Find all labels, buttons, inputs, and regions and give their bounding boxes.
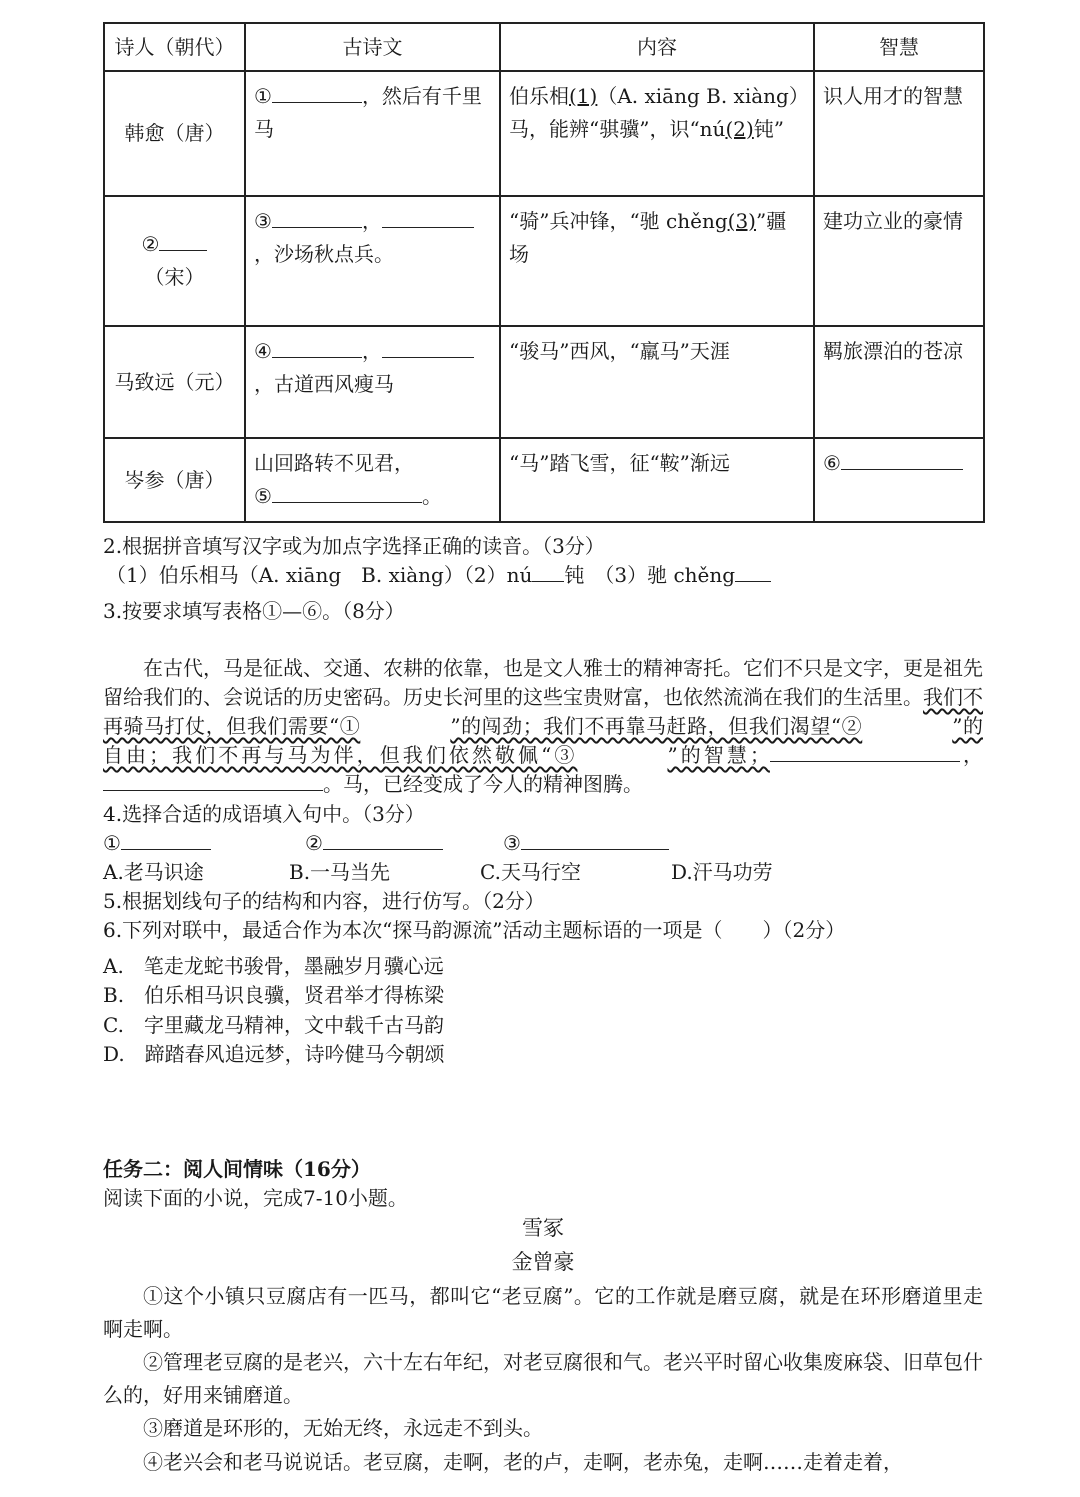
row3-poem bbox=[245, 326, 500, 438]
blank-6[interactable] bbox=[841, 449, 963, 470]
question-6: 6.下列对联中，最适合作为本次“探马韵源流”活动主题标语的一项是（ ）（2分） bbox=[103, 918, 846, 942]
question-4: 4.选择合适的成语填入句中。（3分） bbox=[103, 802, 425, 826]
question-2: 2.根据拼音填写汉字或为加点字选择正确的读音。（3分） bbox=[103, 534, 605, 558]
row3-content: “骏马”西风，“羸马”天涯 bbox=[500, 326, 814, 438]
row2-poet-prefix: ② bbox=[141, 232, 160, 256]
row2-content bbox=[500, 196, 814, 326]
row4-poem-b-prefix: ⑤ bbox=[254, 484, 272, 508]
q4-blank-2-label: ② bbox=[305, 831, 323, 855]
row2-content-c: ”疆场 bbox=[509, 209, 787, 266]
story-paragraph-1: ①这个小镇只豆腐店有一匹马，都叫它“老豆腐”。它的工作就是磨豆腐，就是在环形磨道里走啊走啊。 bbox=[103, 1284, 983, 1341]
row1-content-a: 伯乐相 bbox=[509, 84, 569, 108]
header-poet: 诗人（朝代） bbox=[104, 23, 245, 71]
row1-poem-suffix: ，然后有千里马 bbox=[254, 84, 482, 141]
row2-content-a: “骑”兵冲锋，“驰 chěng bbox=[509, 209, 728, 233]
q6-option-a[interactable]: A. 笔走龙蛇书骏骨，墨融岁月骥心远 bbox=[103, 954, 444, 978]
q4-blank-1[interactable] bbox=[103, 829, 211, 857]
q4-option-b[interactable]: B.一马当先 bbox=[289, 860, 391, 884]
blank-1[interactable] bbox=[272, 82, 362, 103]
table-row bbox=[104, 71, 984, 196]
row3-poem-mid: ， bbox=[361, 339, 382, 363]
blank-p1[interactable] bbox=[360, 713, 450, 733]
row2-poet bbox=[104, 196, 245, 326]
story-paragraph-4: ④老兴会和老马说说话。老豆腐，走啊，老的卢，走啊，老赤兔，走啊……走着走着， bbox=[143, 1450, 903, 1474]
blank-p3[interactable] bbox=[577, 742, 667, 762]
story-author: 金曾豪 bbox=[511, 1250, 575, 1274]
passage-a: 在古代，马是征战、交通、农耕的依靠，也是文人雅士的精神寄托。它们不只是文字，更是祖先留给我们的、会说话的历史密码。历史长河里的这些宝贵财富，也依然流淌在我们的生活里。 bbox=[103, 656, 983, 709]
table-header-row bbox=[104, 23, 984, 71]
q6-option-c[interactable]: C. 字里藏龙马精神，文中载千古马韵 bbox=[103, 1013, 444, 1037]
question-2-sub bbox=[106, 561, 771, 589]
passage bbox=[103, 654, 983, 799]
row4-poem-a: 山回路转不见君， bbox=[254, 451, 414, 475]
row2-poem-end: ，沙场秋点兵。 bbox=[254, 242, 394, 266]
row1-content-b[interactable]: (1) bbox=[569, 84, 598, 108]
row3-wisdom: 羁旅漂泊的苍凉 bbox=[814, 326, 984, 438]
row3-poem-end: ，古道西风瘦马 bbox=[254, 372, 394, 396]
row1-content bbox=[500, 71, 814, 196]
blank-4a[interactable] bbox=[272, 337, 362, 358]
blank-5[interactable] bbox=[272, 482, 422, 503]
q4-blank-1-line[interactable] bbox=[121, 829, 211, 850]
row4-wisdom-prefix: ⑥ bbox=[823, 451, 841, 475]
row2-poet-suffix: （宋） bbox=[144, 265, 205, 289]
table-row bbox=[104, 196, 984, 326]
passage-b2: ”的闯劲；我们不再靠马赶路，但我们渴望“② bbox=[450, 714, 863, 738]
row1-content-e: 钝” bbox=[753, 117, 785, 141]
blank-imitate-2[interactable] bbox=[103, 770, 323, 791]
q4-blank-3[interactable] bbox=[503, 829, 669, 857]
blank-2[interactable] bbox=[159, 230, 207, 251]
passage-b6: 。马，已经变成了今人的精神图腾。 bbox=[323, 772, 643, 796]
poetry-table-container bbox=[103, 22, 983, 523]
q4-option-c[interactable]: C.天马行空 bbox=[480, 860, 581, 884]
header-wisdom: 智慧 bbox=[814, 23, 984, 71]
row4-wisdom bbox=[814, 438, 984, 522]
task2-instruction: 阅读下面的小说，完成7-10小题。 bbox=[103, 1186, 408, 1210]
q2-sub-b: 钝 （3）驰 chěng bbox=[564, 563, 736, 587]
row1-wisdom: 识人用才的智慧 bbox=[814, 71, 984, 196]
blank-p2[interactable] bbox=[862, 713, 952, 733]
passage-b5: ， bbox=[959, 743, 983, 767]
header-content: 内容 bbox=[500, 23, 814, 71]
blank-nu[interactable] bbox=[532, 561, 564, 582]
q6-option-b[interactable]: B. 伯乐相马识良骥，贤君举才得栋梁 bbox=[103, 983, 445, 1007]
row2-poem-prefix: ③ bbox=[254, 209, 272, 233]
q2-sub-a: （1）伯乐相马（A. xiāng B. xiàng）（2）nú bbox=[106, 563, 533, 587]
row4-poem-b-suffix: 。 bbox=[421, 484, 442, 508]
header-poem: 古诗文 bbox=[245, 23, 500, 71]
row1-poet: 韩愈（唐） bbox=[104, 71, 245, 196]
story-title: 雪冢 bbox=[522, 1216, 564, 1240]
q4-blank-2[interactable] bbox=[305, 829, 443, 857]
blank-imitate-1[interactable] bbox=[770, 741, 960, 762]
row2-poem-mid: ， bbox=[361, 209, 382, 233]
blank-3a[interactable] bbox=[272, 207, 362, 228]
question-5: 5.根据划线句子的结构和内容，进行仿写。（2分） bbox=[103, 889, 545, 913]
table-row bbox=[104, 326, 984, 438]
q4-blank-3-line[interactable] bbox=[521, 829, 669, 850]
row1-content-c: （A. xiāng B. xiàng）马，能辨“骐骥”，识“nú bbox=[509, 84, 799, 141]
blank-4b[interactable] bbox=[382, 337, 474, 358]
passage-b1: 我们不再骑马打仗，但我们需要“① bbox=[103, 685, 983, 738]
story-paragraph-3: ③磨道是环形的，无始无终，永远走不到头。 bbox=[143, 1416, 543, 1440]
row2-poem bbox=[245, 196, 500, 326]
question-3: 3.按要求填写表格①—⑥。（8分） bbox=[103, 599, 405, 623]
row4-content: “马”踏飞雪，征“鞍”渐远 bbox=[500, 438, 814, 522]
q6-option-d[interactable]: D. 蹄踏春风追远梦，诗吟健马今朝颂 bbox=[103, 1042, 445, 1066]
table-row bbox=[104, 438, 984, 522]
q4-option-a[interactable]: A.老马识途 bbox=[103, 860, 204, 884]
row3-poet: 马致远（元） bbox=[104, 326, 245, 438]
task2-heading: 任务二：阅人间情味（16分） bbox=[103, 1157, 371, 1181]
passage-b4: ”的智慧； bbox=[667, 743, 770, 767]
story-paragraph-2: ②管理老豆腐的是老兴，六十左右年纪，对老豆腐很和气。老兴平时留心收集废麻袋、旧草包什么的，好用来铺磨道。 bbox=[103, 1350, 983, 1407]
row1-poem bbox=[245, 71, 500, 196]
row3-poem-prefix: ④ bbox=[254, 339, 272, 363]
row1-poem-prefix: ① bbox=[254, 84, 272, 108]
blank-3b[interactable] bbox=[382, 207, 474, 228]
passage-b3: ”的自由；我们不再与马为伴，但我们依然敬佩“③ bbox=[103, 714, 983, 767]
row4-poem bbox=[245, 438, 500, 522]
row2-content-b[interactable]: (3) bbox=[727, 209, 756, 233]
poetry-table bbox=[103, 22, 985, 523]
q4-blank-1-label: ① bbox=[103, 831, 121, 855]
q4-option-d[interactable]: D.汗马功劳 bbox=[671, 860, 773, 884]
blank-cheng[interactable] bbox=[735, 561, 771, 582]
row2-wisdom: 建功立业的豪情 bbox=[814, 196, 984, 326]
q4-blank-3-label: ③ bbox=[503, 831, 521, 855]
row1-content-d[interactable]: (2) bbox=[725, 117, 754, 141]
row4-poet: 岑参（唐） bbox=[104, 438, 245, 522]
q4-blank-2-line[interactable] bbox=[323, 829, 443, 850]
